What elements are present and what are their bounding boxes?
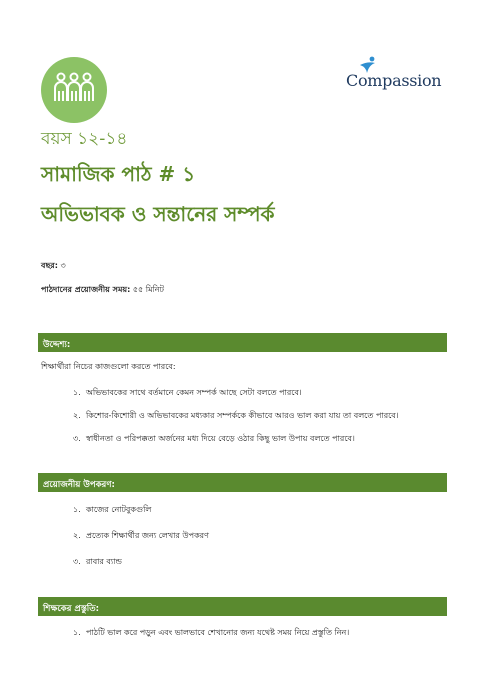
list-item: ৩. স্বাধীনতা ও পরিপক্কতা অর্জনের মধ্য দিয়ে বেড়ে ওঠার কিছু ভাল উপায় বলতে পারবে। <box>73 434 355 443</box>
year-label: বছর: <box>41 261 58 270</box>
list-item: ৩. রাবার ব্যান্ড <box>73 557 122 566</box>
duration-value: ৫৫ মিনিট <box>132 285 164 294</box>
duration-line <box>41 284 164 297</box>
objectives-heading: উদ্দেশ্য: <box>38 333 447 352</box>
group-of-people-icon <box>41 57 107 123</box>
lesson-label: সামাজিক পাঠ # ১ <box>41 162 196 186</box>
objectives-intro: শিক্ষার্থীরা নিচের কাজগুলো করতে পারবে: <box>41 362 176 371</box>
preparation-heading: শিক্ষকের প্রস্তুতি: <box>38 597 447 616</box>
list-item: ১. কাজের নোটবুকগুলি <box>73 505 152 514</box>
list-item: ২. কিশোর-কিশোরী ও অভিভাবকের মধ্যকার সম্পর্ককে কীভাবে আরও ভাল করা যায় তা বলতে পারবে। <box>73 411 399 420</box>
age-group-badge <box>41 57 107 123</box>
lesson-title: অভিভাবক ও সন্তানের সম্পর্ক <box>41 202 275 226</box>
list-item: ২. প্রত্যেক শিক্ষার্থীর জন্য লেখার উপকরণ <box>73 531 209 540</box>
brand-name: Compassion <box>346 71 442 90</box>
list-item: ১. অভিভাবকের সাথে বর্তমানে কেমন সম্পর্ক আছে সেটা বলতে পারবে। <box>73 388 302 397</box>
duration-label: পাঠদানের প্রয়োজনীয় সময়: <box>41 285 131 294</box>
year-line <box>41 260 66 273</box>
year-value: ৩ <box>60 261 66 270</box>
age-range: বয়স ১২-১৪ <box>41 129 128 149</box>
list-item: ১. পাঠটি ভাল করে পড়ুন এবং ভালভাবে শেখানোর জন্য যথেষ্ট সময় নিয়ে প্রস্তুতি নিন। <box>73 628 350 637</box>
compassion-logo <box>346 56 446 96</box>
materials-heading: প্রয়োজনীয় উপকরণ: <box>38 473 447 492</box>
